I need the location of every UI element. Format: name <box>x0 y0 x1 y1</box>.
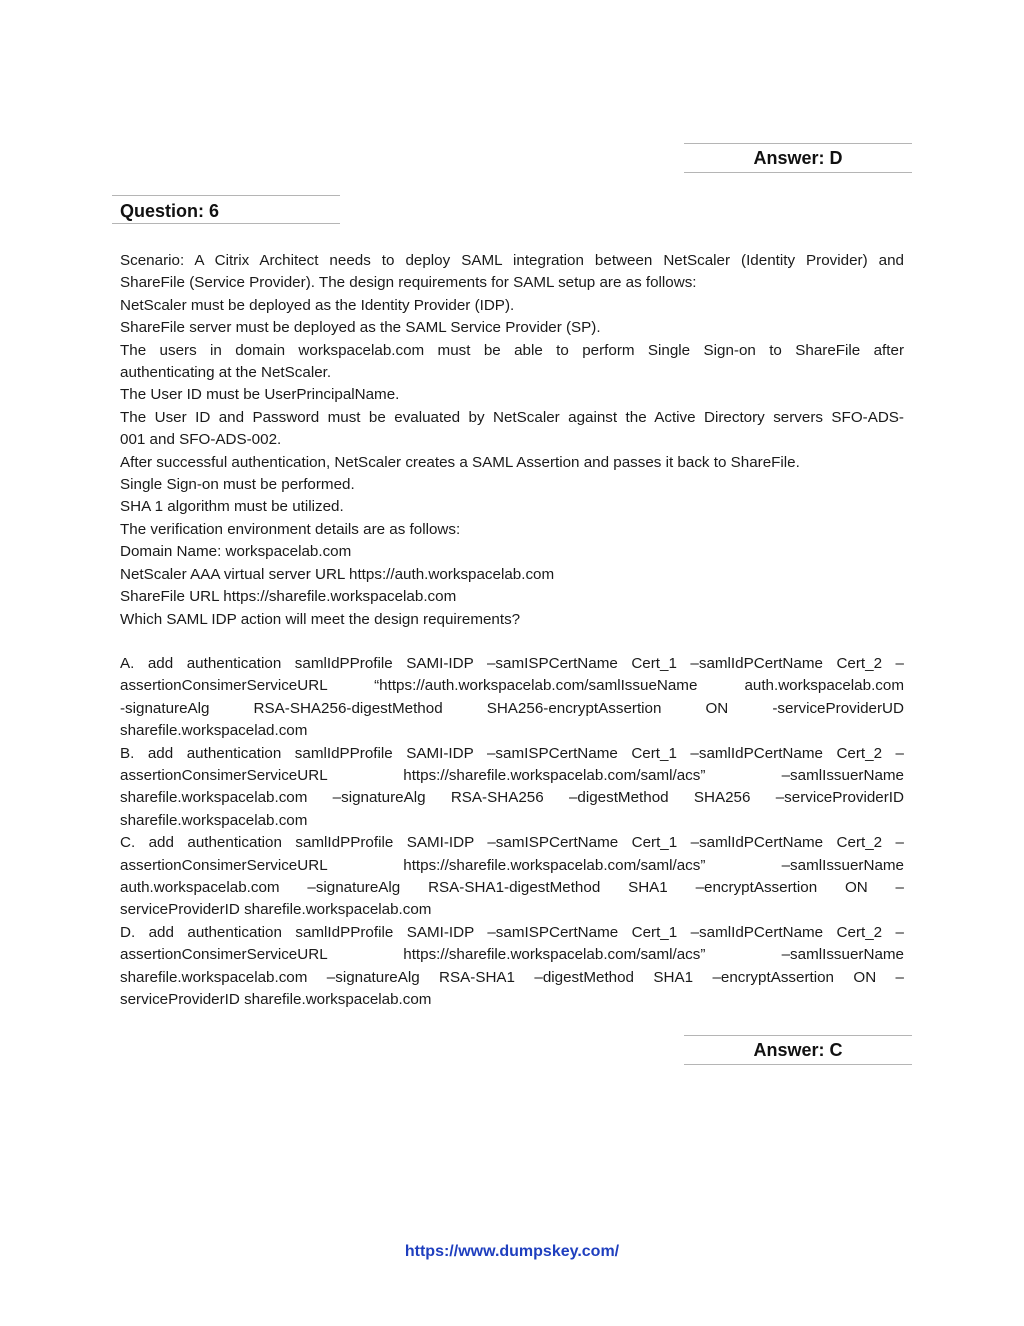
scenario-line: NetScaler must be deployed as the Identity Provider (IDP). <box>120 296 515 314</box>
scenario-line: Scenario: A Citrix Architect needs to deploy SAML integration between NetScaler (Identity Provider) and <box>120 252 904 269</box>
scenario-line: The verification environment details are as follows: <box>120 520 461 538</box>
option-b-line: B. add authentication samlIdPProfile SAMI-IDP –samISPCertName Cert_1 –samlIdPCertName Cert_2 – <box>120 744 904 762</box>
option-b-line: sharefile.workspacelab.com –signatureAlg RSA-SHA256 –digestMethod SHA256 –serviceProviderID <box>120 789 904 807</box>
question-title: Question: 6 <box>120 201 220 221</box>
scenario-text <box>120 250 904 631</box>
scenario-line: The users in domain workspacelab.com must be able to perform Single Sign-on to ShareFile after <box>120 341 904 359</box>
scenario-question: Which SAML IDP action will meet the design requirements? <box>120 610 521 628</box>
option-c-line: serviceProviderID sharefile.workspacelab.com <box>120 901 432 919</box>
option-a-line: A. add authentication samlIdPProfile SAMI-IDP –samISPCertName Cert_1 –samlIdPCertName Cert_2 – <box>120 655 904 672</box>
answer-options <box>120 653 904 1012</box>
option-d-line: assertionConsimerServiceURL https://sharefile.workspacelab.com/saml/acs” –samlIssuerName <box>120 946 904 964</box>
scenario-line: ShareFile (Service Provider). The design requirements for SAML setup are as follows: <box>120 274 697 292</box>
previous-answer-text: Answer: D <box>753 148 843 168</box>
footer-website-link[interactable]: https://www.dumpskey.com/ <box>404 1243 620 1260</box>
option-d-line: serviceProviderID sharefile.workspacelab.com <box>120 991 432 1009</box>
scenario-line: Single Sign-on must be performed. <box>120 476 355 494</box>
option-c-line: auth.workspacelab.com –signatureAlg RSA-SHA1-digestMethod SHA1 –encryptAssertion ON – <box>120 879 904 897</box>
scenario-line: The User ID must be UserPrincipalName. <box>120 386 400 404</box>
option-d-line: sharefile.workspacelab.com –signatureAlg RSA-SHA1 –digestMethod SHA1 –encryptAssertion ON – <box>120 968 904 986</box>
answer-label <box>684 1035 912 1065</box>
option-a-line: sharefile.workspacelad.com <box>120 722 308 740</box>
scenario-line: NetScaler AAA virtual server URL https://auth.workspacelab.com <box>120 565 555 583</box>
scenario-line: The User ID and Password must be evaluated by NetScaler against the Active Directory servers SFO-ADS- <box>120 408 904 426</box>
option-b-line: assertionConsimerServiceURL https://sharefile.workspacelab.com/saml/acs” –samlIssuerName <box>120 767 904 785</box>
previous-answer-label <box>684 143 912 173</box>
scenario-line: SHA 1 algorithm must be utilized. <box>120 498 344 516</box>
scenario-line: ShareFile URL https://sharefile.workspacelab.com <box>120 588 457 606</box>
option-a-line: -signatureAlg RSA-SHA256-digestMethod SHA256-encryptAssertion ON -serviceProviderUD <box>120 699 904 717</box>
scenario-line: authenticating at the NetScaler. <box>120 364 332 382</box>
option-a-line: assertionConsimerServiceURL “https://auth.workspacelab.com/samlIssueName auth.workspacelab.com <box>120 677 904 695</box>
option-d-line: D. add authentication samlIdPProfile SAMI-IDP –samISPCertName Cert_1 –samlIdPCertName Cert_2 – <box>120 923 904 941</box>
scenario-line: After successful authentication, NetScaler creates a SAML Assertion and passes it back to ShareFile. <box>120 453 800 471</box>
question-heading <box>112 195 340 224</box>
scenario-line: ShareFile server must be deployed as the SAML Service Provider (SP). <box>120 319 601 337</box>
option-c-line: assertionConsimerServiceURL https://sharefile.workspacelab.com/saml/acs” –samlIssuerName <box>120 856 904 874</box>
scenario-line: 001 and SFO-ADS-002. <box>120 431 282 449</box>
scenario-line: Domain Name: workspacelab.com <box>120 543 352 561</box>
option-b-line: sharefile.workspacelab.com <box>120 811 308 829</box>
option-c-line: C. add authentication samlIdPProfile SAMI-IDP –samISPCertName Cert_1 –samlIdPCertName Cert_2 – <box>120 834 904 852</box>
answer-text: Answer: C <box>753 1040 843 1060</box>
